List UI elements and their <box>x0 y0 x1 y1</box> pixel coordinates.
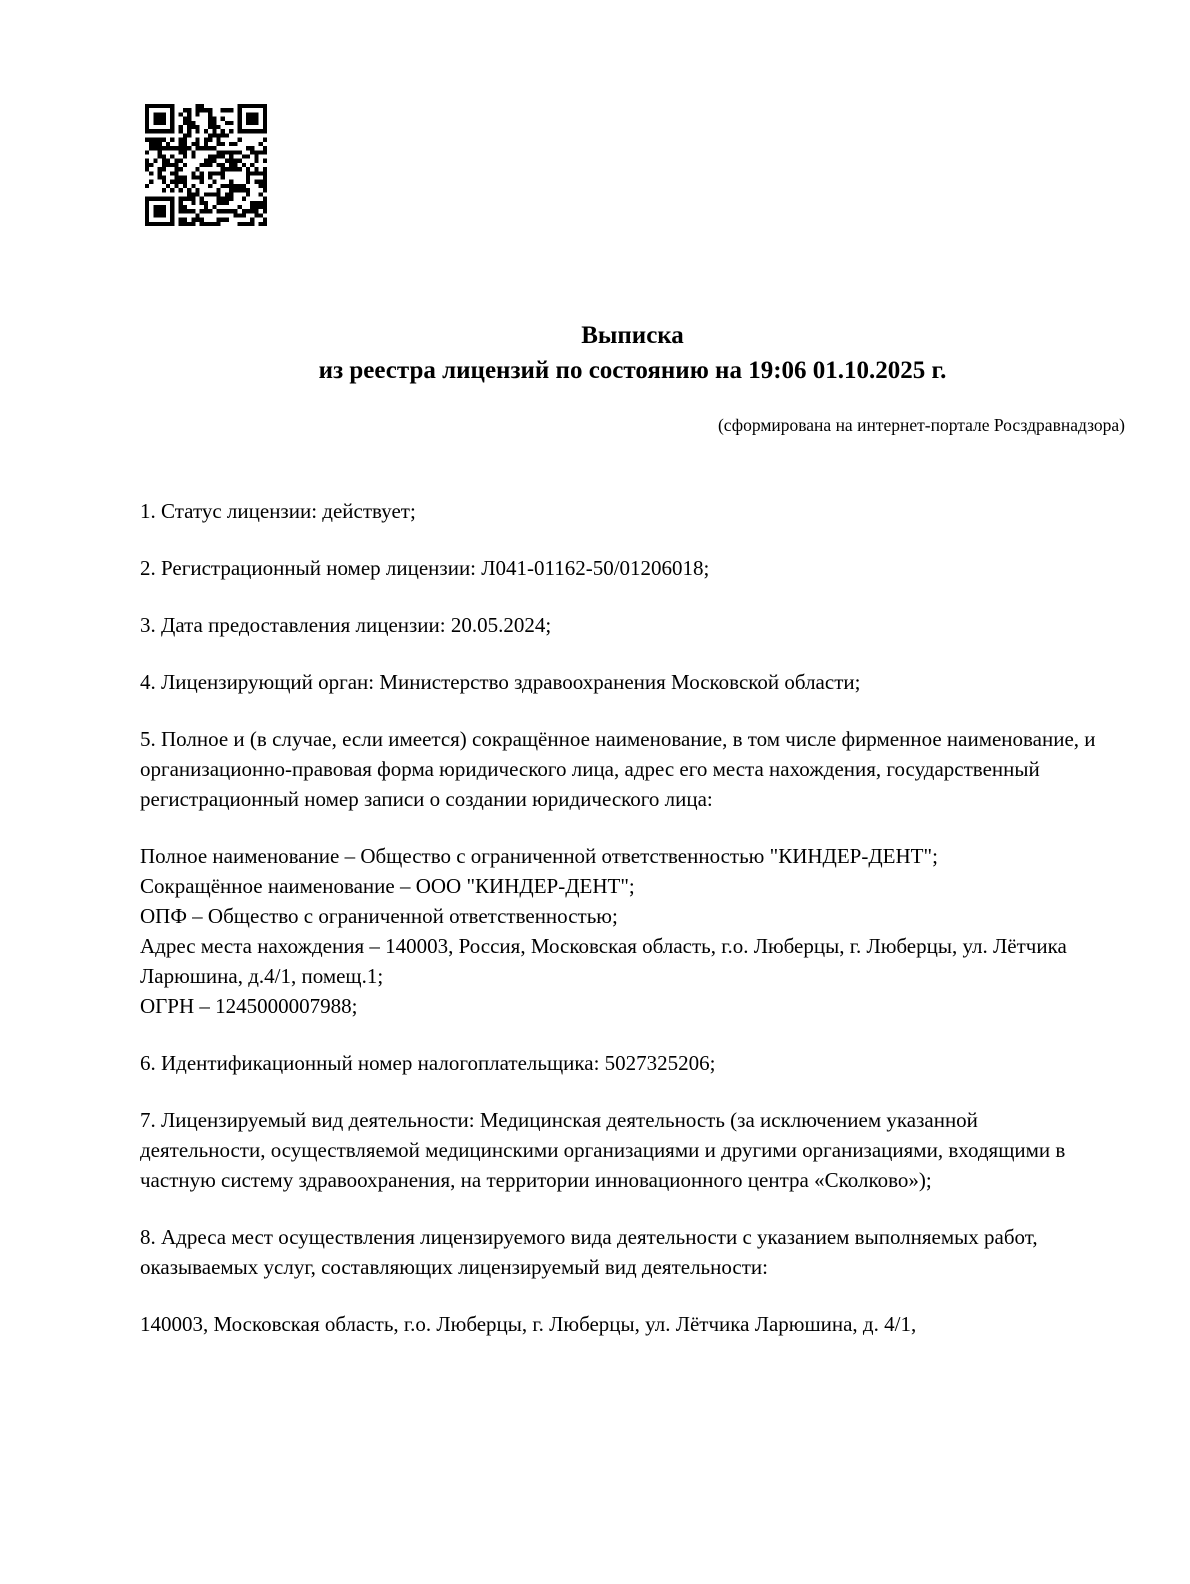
item-5-org-info-heading: 5. Полное и (в случае, если имеется) сокращённое наименование, в том числе фирменное наименование, и организационно-правовая форма юридического лица, адрес его места нахождения, государственный регистрационный номер записи о создании юридического лица: <box>140 727 1096 811</box>
title-line-1: Выписка <box>581 322 684 349</box>
org-full-name: Полное наименование – Общество с ограниченной ответственностью "КИНДЕР-ДЕНТ"; <box>140 844 938 868</box>
org-legal-form: ОПФ – Общество с ограниченной ответственностью; <box>140 904 618 928</box>
document-title <box>140 318 1125 388</box>
item-8-activity-addresses-heading: 8. Адреса мест осуществления лицензируемого вида деятельности с указанием выполняемых работ, оказываемых услуг, составляющих лицензируемый вид деятельности: <box>140 1225 1038 1279</box>
item-7-licensed-activity: 7. Лицензируемый вид деятельности: Медицинская деятельность (за исключением указанной деятельности, осуществляемой медицинскими организациями и другими организациями, входящими в частную систему здравоохранения, на территории инновационного центра «Сколково»); <box>140 1108 1066 1192</box>
activity-address: 140003, Московская область, г.о. Люберцы, г. Люберцы, ул. Лётчика Ларюшина, д. 4/1, <box>140 1312 917 1336</box>
org-ogrn: ОГРН – 1245000007988; <box>140 994 358 1018</box>
item-2-registration-number: 2. Регистрационный номер лицензии: Л041-01162-50/01206018; <box>140 556 710 580</box>
item-4-licensing-authority: 4. Лицензирующий орган: Министерство здравоохранения Московской области; <box>140 670 861 694</box>
generated-note: (сформирована на интернет-портале Росздравнадзора) <box>717 415 1125 435</box>
org-short-name: Сокращённое наименование – ООО "КИНДЕР-ДЕНТ"; <box>140 874 635 898</box>
item-6-inn: 6. Идентификационный номер налогоплательщика: 5027325206; <box>140 1051 716 1075</box>
title-line-2: из реестра лицензий по состоянию на 19:06 01.10.2025 г. <box>318 357 947 384</box>
item-1-license-status: 1. Статус лицензии: действует; <box>140 499 416 523</box>
organization-details <box>140 841 1125 1021</box>
item-3-grant-date: 3. Дата предоставления лицензии: 20.05.2024; <box>140 613 552 637</box>
document-body <box>140 318 1125 1339</box>
qr-code-icon <box>145 103 267 227</box>
org-address: Адрес места нахождения – 140003, Россия, Московская область, г.о. Люберцы, г. Люберцы, ул. Лётчика Ларюшина, д.4/1, помещ.1; <box>140 934 1067 988</box>
